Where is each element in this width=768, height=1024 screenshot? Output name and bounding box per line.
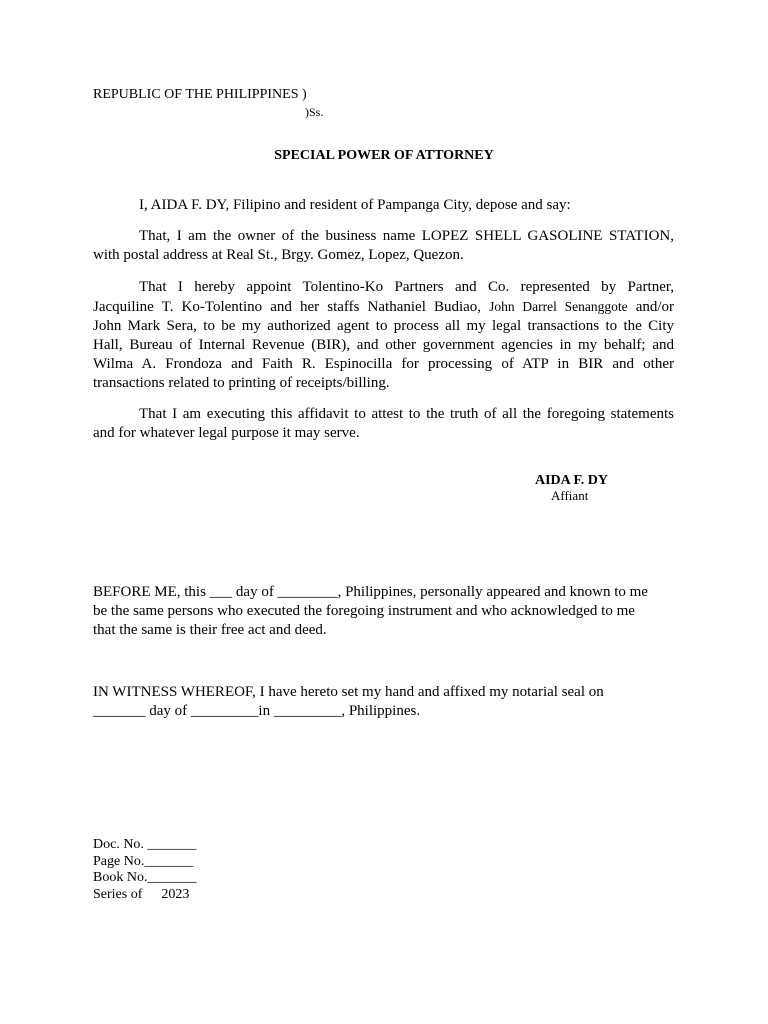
acknowledgment-line-2: be the same persons who executed the foregoing instrument and who acknowledged to me	[93, 603, 635, 619]
appointment-line-6: transactions related to printing of receipts/billing.	[93, 375, 390, 391]
registry-page-no: Page No._______	[93, 854, 194, 869]
appointment-line-2c: and/or	[635, 299, 675, 315]
intro-statement: I, AIDA F. DY, Filipino and resident of Pampanga City, depose and say:	[139, 197, 571, 213]
acknowledgment-line-1: BEFORE ME, this ___ day of ________, Philippines, personally appeared and known to me	[93, 584, 648, 600]
appointment-line-3: John Mark Sera, to be my authorized agent to process all my legal transactions to the City	[93, 318, 674, 334]
registry-series	[93, 886, 189, 903]
document-title: SPECIAL POWER OF ATTORNEY	[274, 148, 494, 163]
appointment-line-1: That I hereby appoint Tolentino-Ko Partners and Co. represented by Partner,	[139, 279, 674, 295]
purpose-paragraph	[93, 405, 674, 443]
registry-doc-no: Doc. No. _______	[93, 837, 197, 852]
registry-book-no: Book No._______	[93, 870, 197, 885]
registry-series-year: 2023	[161, 887, 190, 902]
venue-ss: )Ss.	[305, 105, 324, 119]
ownership-paragraph	[93, 227, 674, 265]
appointment-line-2a: Jacquiline T. Ko-Tolentino and her staffs Nathaniel Budiao,	[93, 299, 482, 315]
appointment-paragraph	[93, 278, 674, 393]
acknowledgment-paragraph	[93, 583, 648, 640]
ownership-line-1: That, I am the owner of the business name LOPEZ SHELL GASOLINE STATION,	[139, 228, 674, 244]
registry-series-label: Series of	[93, 887, 143, 902]
appointment-line-2b: John Darrel Senanggote	[489, 299, 628, 314]
purpose-line-2: and for whatever legal purpose it may serve.	[93, 425, 360, 441]
appointment-line-2	[93, 297, 674, 317]
ownership-line-2: with postal address at Real St., Brgy. Gomez, Lopez, Quezon.	[93, 247, 464, 263]
purpose-line-1: That I am executing this affidavit to attest to the truth of all the foregoing statements	[139, 406, 674, 422]
affiant-label: Affiant	[551, 488, 589, 503]
affiant-name: AIDA F. DY	[535, 473, 608, 488]
acknowledgment-line-3: that the same is their free act and deed.	[93, 622, 327, 638]
witness-line-2: _______ day of _________in _________, Philippines.	[93, 703, 421, 719]
witness-paragraph	[93, 683, 604, 721]
witness-line-1: IN WITNESS WHEREOF, I have hereto set my hand and affixed my notarial seal on	[93, 684, 604, 700]
appointment-line-4: Hall, Bureau of Internal Revenue (BIR), and other government agencies in my behalf; and	[93, 337, 674, 353]
appointment-line-5: Wilma A. Frondoza and Faith R. Espinocilla for processing of ATP in BIR and other	[93, 356, 674, 372]
venue-republic: REPUBLIC OF THE PHILIPPINES )	[93, 87, 307, 102]
